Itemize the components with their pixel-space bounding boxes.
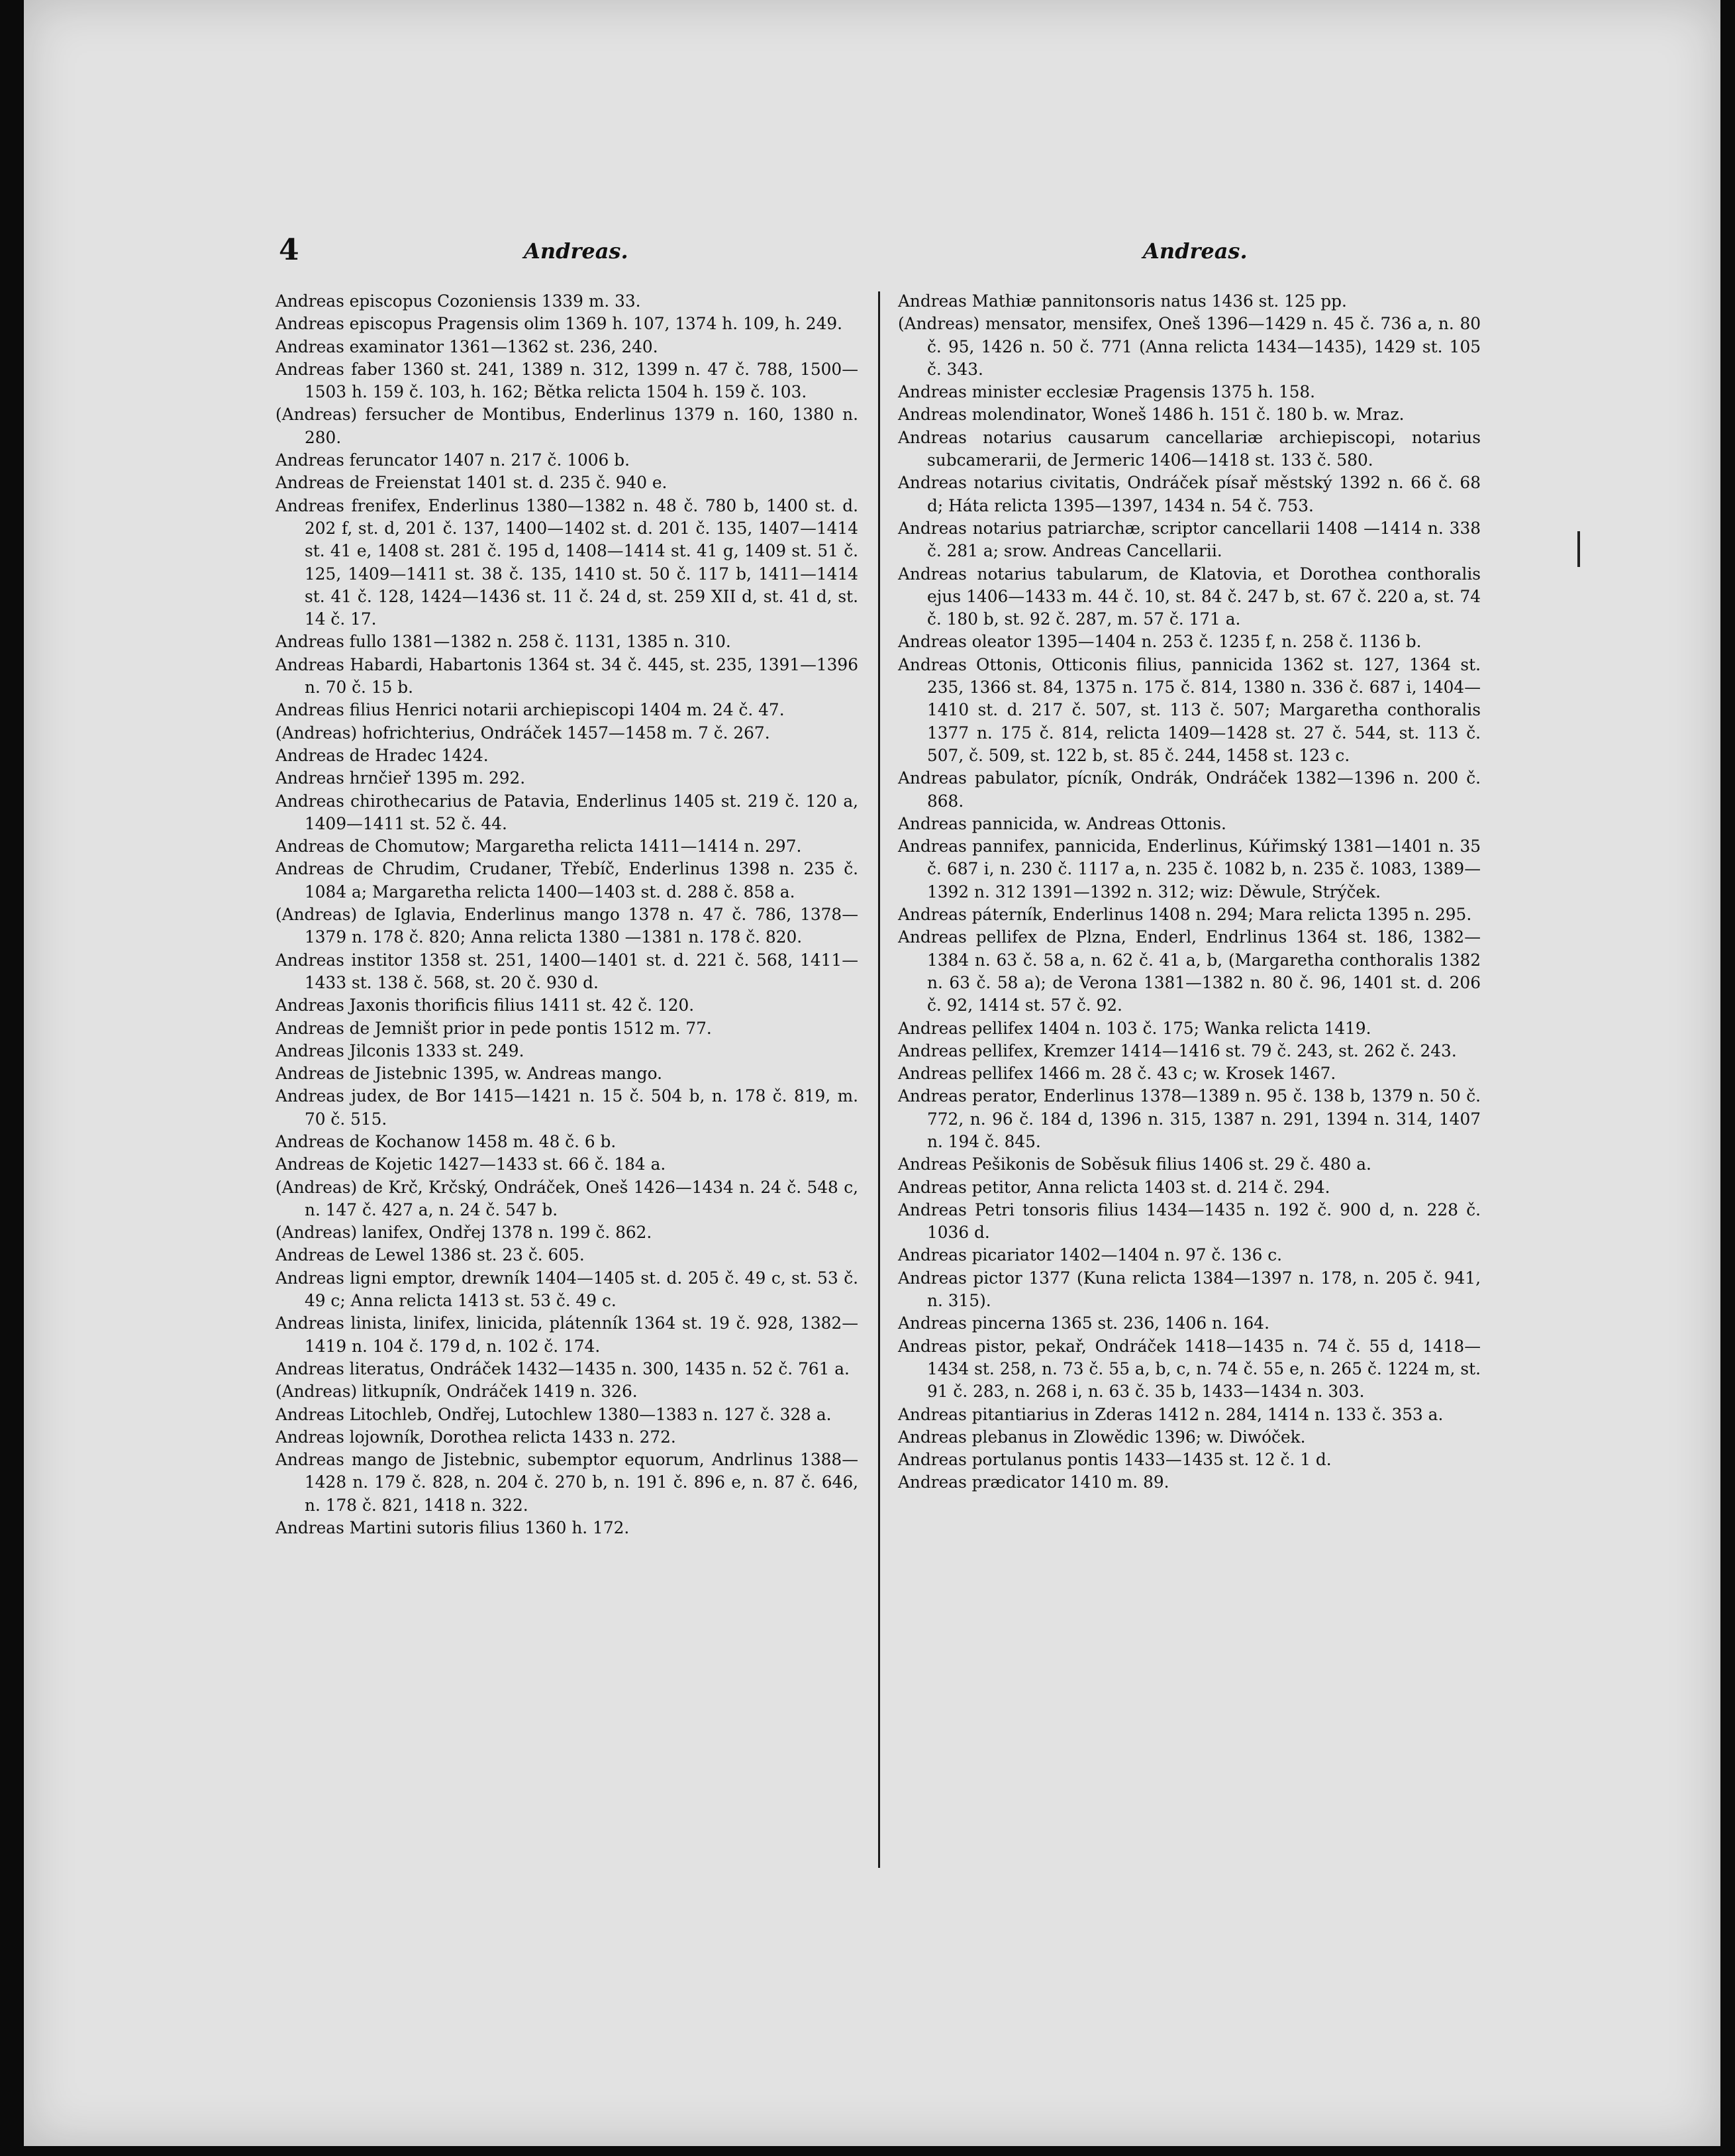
index-entry: Andreas petitor, Anna relicta 1403 st. d. 214 č. 294.: [898, 1177, 1330, 1197]
index-entry: Andreas pannicida, w. Andreas Ottonis.: [898, 813, 1226, 833]
index-entry: Andreas episcopus Pragensis olim 1369 h. 107, 1374 h. 109, h. 249.: [275, 314, 843, 334]
left-column: [275, 290, 858, 1539]
column-divider: [878, 291, 880, 1868]
running-head-right: Andreas.: [1143, 238, 1248, 264]
index-entry: Andreas Pešikonis de Soběsuk filius 1406 st. 29 č. 480 a.: [898, 1155, 1371, 1174]
index-entry: Andreas notarius tabularum, de Klatovia, et Dorothea conthoralis ejus 1406—1433 m. 44 č. 10, st. 84 č. 247 b, st. 67 č. 220 a, st. 74 č. 180 b, st. 92 č. 287, m. 57 č. 171 a.: [898, 564, 1481, 629]
index-entry: Andreas Litochleb, Ondřej, Lutochlew 1380—1383 n. 127 č. 328 a.: [275, 1404, 832, 1424]
index-entry: Andreas de Chrudim, Crudaner, Třebíč, Enderlinus 1398 n. 235 č. 1084 a; Margaretha relicta 1400—1403 st. d. 288 č. 858 a.: [275, 859, 858, 901]
index-entry: Andreas frenifex, Enderlinus 1380—1382 n. 48 č. 780 b, 1400 st. d. 202 f, st. d, 201 č. 137, 1400—1402 st. d. 201 č. 135, 1407—1414 st. 41 e, 1408 st. 281 č. 195 d, 1408—1414 st. 41 g, 1409 st. 51 č. 125, 1409—1411 st. 38 č. 135, 1410 st. 50 č. 117 b, 1411—1414 st. 41 č. 128, 1424—1436 st. 11 č. 24 d, st. 259 XII d, st. 41 d, st. 14 č. 17.: [275, 495, 858, 629]
index-entry: Andreas literatus, Ondráček 1432—1435 n. 300, 1435 n. 52 č. 761 a.: [275, 1359, 850, 1378]
index-entry: Andreas ligni emptor, drewník 1404—1405 st. d. 205 č. 49 c, st. 53 č. 49 c; Anna relicta 1413 st. 53 č. 49 c.: [275, 1268, 858, 1311]
index-entry: Andreas faber 1360 st. 241, 1389 n. 312, 1399 n. 47 č. 788, 1500—1503 h. 159 č. 103, h. 162; Bětka relicta 1504 h. 159 č. 103.: [275, 359, 858, 402]
index-entry: Andreas molendinator, Woneš 1486 h. 151 č. 180 b. w. Mraz.: [898, 405, 1405, 425]
index-entry: (Andreas) mensator, mensifex, Oneš 1396—1429 n. 45 č. 736 a, n. 80 č. 95, 1426 n. 50 č. 771 (Anna relicta 1434—1435), 1429 st. 105 č. 343.: [898, 314, 1481, 379]
index-entry: Andreas de Kojetic 1427—1433 st. 66 č. 184 a.: [275, 1155, 666, 1174]
index-entry: Andreas notarius causarum cancellariæ archiepiscopi, notarius subcamerarii, de Jermeric 1406—1418 st. 133 č. 580.: [898, 427, 1481, 470]
index-entry: Andreas Jaxonis thorificis filius 1411 st. 42 č. 120.: [275, 996, 695, 1015]
index-entry: (Andreas) de Krč, Krčský, Ondráček, Oneš 1426—1434 n. 24 č. 548 c, n. 147 č. 427 a, n. 24 č. 547 b.: [275, 1177, 858, 1219]
index-entry: Andreas linista, linifex, linicida, plátenník 1364 st. 19 č. 928, 1382—1419 n. 104 č. 179 d, n. 102 č. 174.: [275, 1313, 858, 1356]
index-entry: Andreas minister ecclesiæ Pragensis 1375 h. 158.: [898, 382, 1316, 402]
index-entry: Andreas portulanus pontis 1433—1435 st. 12 č. 1 d.: [898, 1450, 1332, 1470]
index-entry: Andreas lojowník, Dorothea relicta 1433 n. 272.: [275, 1427, 676, 1447]
index-entry: Andreas de Freienstat 1401 st. d. 235 č. 940 e.: [275, 473, 668, 493]
index-entry: Andreas de Hradec 1424.: [275, 745, 489, 765]
index-entry: Andreas de Lewel 1386 st. 23 č. 605.: [275, 1245, 585, 1265]
index-entry: Andreas Habardi, Habartonis 1364 st. 34 č. 445, st. 235, 1391—1396 n. 70 č. 15 b.: [275, 654, 858, 697]
index-entry: Andreas pellifex de Plzna, Enderl, Endrlinus 1364 st. 186, 1382—1384 n. 63 č. 58 a, n. 62 č. 41 a, b, (Margaretha conthoralis 1382 n. 63 č. 58 a); de Verona 1381—1382 n. 80 č. 96, 1401 st. d. 206 č. 92, 1414 st. 57 č. 92.: [898, 927, 1481, 1015]
index-entry: Andreas picariator 1402—1404 n. 97 č. 136 c.: [898, 1245, 1283, 1265]
index-entry: Andreas chirothecarius de Patavia, Enderlinus 1405 st. 219 č. 120 a, 1409—1411 st. 52 č. 44.: [275, 791, 858, 833]
index-entry: (Andreas) fersucher de Montibus, Enderlinus 1379 n. 160, 1380 n. 280.: [275, 405, 858, 447]
index-entry: Andreas prædicator 1410 m. 89.: [898, 1472, 1169, 1492]
index-entry: Andreas feruncator 1407 n. 217 č. 1006 b.: [275, 450, 630, 470]
index-entry: Andreas Petri tonsoris filius 1434—1435 n. 192 č. 900 d, n. 228 č. 1036 d.: [898, 1200, 1481, 1243]
index-entry: Andreas pictor 1377 (Kuna relicta 1384—1397 n. 178, n. 205 č. 941, n. 315).: [898, 1268, 1481, 1311]
index-entry: Andreas Mathiæ pannitonsoris natus 1436 st. 125 pp.: [898, 291, 1347, 311]
index-entry: Andreas hrnčieř 1395 m. 292.: [275, 768, 526, 788]
index-entry: Andreas pitantiarius in Zderas 1412 n. 284, 1414 n. 133 č. 353 a.: [898, 1404, 1444, 1424]
index-entry: Andreas pabulator, pícník, Ondrák, Ondráček 1382—1396 n. 200 č. 868.: [898, 768, 1481, 811]
index-entry: (Andreas) litkupník, Ondráček 1419 n. 326.: [275, 1382, 638, 1402]
index-entry: Andreas pellifex 1466 m. 28 č. 43 c; w. Krosek 1467.: [898, 1064, 1336, 1084]
index-entry: Andreas páterník, Enderlinus 1408 n. 294; Mara relicta 1395 n. 295.: [898, 905, 1472, 925]
index-entry: Andreas judex, de Bor 1415—1421 n. 15 č. 504 b, n. 178 č. 819, m. 70 č. 515.: [275, 1086, 858, 1129]
margin-pencil-mark: [1577, 531, 1580, 567]
index-entry: Andreas Martini sutoris filius 1360 h. 172.: [275, 1518, 630, 1538]
book-page: [24, 0, 1720, 2146]
index-entry: (Andreas) de Iglavia, Enderlinus mango 1378 n. 47 č. 786, 1378—1379 n. 178 č. 820; Anna relicta 1380 —1381 n. 178 č. 820.: [275, 905, 858, 947]
index-entry: Andreas plebanus in Zlowědic 1396; w. Diwóček.: [898, 1427, 1306, 1447]
index-entry: (Andreas) hofrichterius, Ondráček 1457—1458 m. 7 č. 267.: [275, 723, 770, 743]
index-entry: Andreas pellifex 1404 n. 103 č. 175; Wanka relicta 1419.: [898, 1018, 1371, 1038]
index-entry: Andreas institor 1358 st. 251, 1400—1401 st. d. 221 č. 568, 1411—1433 st. 138 č. 568, st. 20 č. 930 d.: [275, 950, 858, 992]
index-entry: Andreas de Chomutow; Margaretha relicta 1411—1414 n. 297.: [275, 837, 802, 856]
right-column: [898, 290, 1481, 1494]
index-entry: Andreas pannifex, pannicida, Enderlinus, Kúřimský 1381—1401 n. 35 č. 687 i, n. 230 č. 1117 a, n. 235 č. 1082 b, n. 235 č. 1083, 1389—1392 n. 312 1391—1392 n. 312; wiz: Děwule, Strýček.: [898, 837, 1481, 901]
index-entry: Andreas mango de Jistebnic, subemptor equorum, Andrlinus 1388—1428 n. 179 č. 828, n. 204 č. 270 b, n. 191 č. 896 e, n. 87 č. 646, n. 178 č. 821, 1418 n. 322.: [275, 1450, 858, 1515]
index-entry: Andreas filius Henrici notarii archiepiscopi 1404 m. 24 č. 47.: [275, 700, 785, 720]
page-number: 4: [279, 233, 299, 267]
index-entry: Andreas pistor, pekař, Ondráček 1418—1435 n. 74 č. 55 d, 1418—1434 st. 258, n. 73 č. 55 a, b, c, n. 74 č. 55 e, n. 265 č. 1224 m, st. 91 č. 283, n. 268 i, n. 63 č. 35 b, 1433—1434 n. 303.: [898, 1336, 1481, 1402]
index-entry: Andreas pincerna 1365 st. 236, 1406 n. 164.: [898, 1313, 1269, 1333]
index-entry: Andreas pellifex, Kremzer 1414—1416 st. 79 č. 243, st. 262 č. 243.: [898, 1041, 1457, 1060]
index-entry: Andreas de Kochanow 1458 m. 48 č. 6 b.: [275, 1131, 617, 1151]
index-entry: Andreas oleator 1395—1404 n. 253 č. 1235 f, n. 258 č. 1136 b.: [898, 632, 1422, 652]
index-entry: Andreas fullo 1381—1382 n. 258 č. 1131, 1385 n. 310.: [275, 632, 731, 652]
index-entry: (Andreas) lanifex, Ondřej 1378 n. 199 č. 862.: [275, 1223, 652, 1243]
index-entry: Andreas Jilconis 1333 st. 249.: [275, 1041, 524, 1060]
index-entry: Andreas de Jemništ prior in pede pontis 1512 m. 77.: [275, 1018, 712, 1038]
index-entry: Andreas notarius patriarchæ, scriptor cancellarii 1408 —1414 n. 338 č. 281 a; srow. Andreas Cancellarii.: [898, 518, 1481, 561]
index-entry: Andreas notarius civitatis, Ondráček písař městský 1392 n. 66 č. 68 d; Háta relicta 1395—1397, 1434 n. 54 č. 753.: [898, 473, 1481, 515]
index-entry: Andreas Ottonis, Otticonis filius, pannicida 1362 st. 127, 1364 st. 235, 1366 st. 84, 1375 n. 175 č. 814, 1380 n. 336 č. 687 i, 1404—1410 st. d. 217 č. 507, st. 113 č. 507; Margaretha conthoralis 1377 n. 175 č. 814, relicta 1409—1428 st. 27 č. 544, st. 113 č. 507, č. 509, st. 122 b, st. 85 č. 244, 1458 st. 123 c.: [898, 654, 1481, 765]
index-entry: Andreas de Jistebnic 1395, w. Andreas mango.: [275, 1064, 662, 1084]
index-entry: Andreas examinator 1361—1362 st. 236, 240.: [275, 336, 658, 356]
running-head-left: Andreas.: [524, 238, 628, 264]
index-entry: Andreas perator, Enderlinus 1378—1389 n. 95 č. 138 b, 1379 n. 50 č. 772, n. 96 č. 184 d, 1396 n. 315, 1387 n. 291, 1394 n. 314, 1407 n. 194 č. 845.: [898, 1086, 1481, 1151]
index-entry: Andreas episcopus Cozoniensis 1339 m. 33.: [275, 291, 641, 311]
